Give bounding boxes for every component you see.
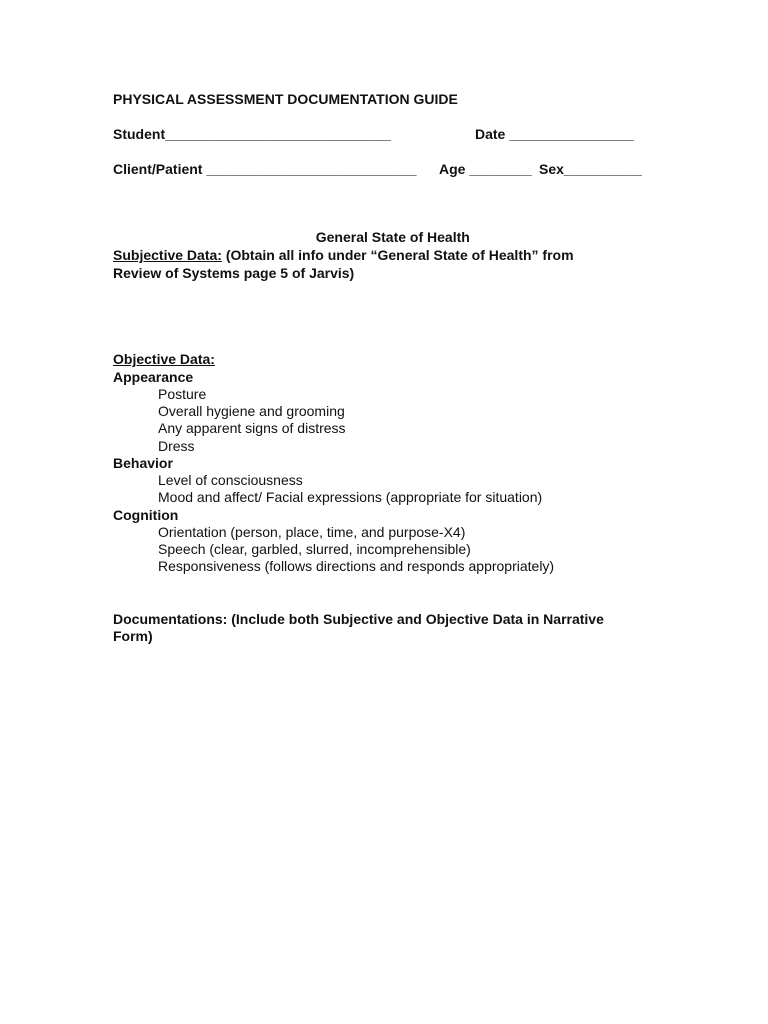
list-item: Mood and affect/ Facial expressions (appropriate for situation) [158, 489, 543, 505]
group-title-appearance: Appearance [113, 369, 194, 385]
document-title: PHYSICAL ASSESSMENT DOCUMENTATION GUIDE [113, 91, 458, 107]
list-item: Responsiveness (follows directions and responds appropriately) [158, 558, 555, 574]
list-item: Dress [158, 438, 195, 454]
list-item: Level of consciousness [158, 472, 303, 488]
list-item: Any apparent signs of distress [158, 420, 346, 436]
age-field-label: Age ________ [439, 161, 532, 177]
client-field-label: Client/Patient ___________________________ [113, 161, 417, 177]
subjective-text-2: Review of Systems page 5 of Jarvis) [113, 265, 355, 281]
objective-heading: Objective Data: [113, 351, 215, 367]
group-title-behavior: Behavior [113, 455, 173, 471]
subjective-heading: Subjective Data: [113, 247, 222, 263]
list-item: Orientation (person, place, time, and purpose-X4) [158, 524, 466, 540]
group-title-cognition: Cognition [113, 507, 179, 523]
documentation-line-1: Documentations: (Include both Subjective and Objective Data in Narrative [113, 611, 604, 627]
list-item: Overall hygiene and grooming [158, 403, 345, 419]
sex-field-label: Sex__________ [539, 161, 642, 177]
list-item: Speech (clear, garbled, slurred, incomprehensible) [158, 541, 471, 557]
student-field-label: Student_____________________________ [113, 126, 391, 142]
section-heading-text: General State of Health [315, 229, 470, 245]
subjective-text-1: (Obtain all info under “General State of Health” from [221, 247, 574, 263]
list-item: Posture [158, 386, 207, 402]
documentation-line-2: Form) [113, 628, 153, 644]
date-field-label: Date ________________ [475, 126, 634, 142]
subjective-line-1 [113, 247, 574, 264]
